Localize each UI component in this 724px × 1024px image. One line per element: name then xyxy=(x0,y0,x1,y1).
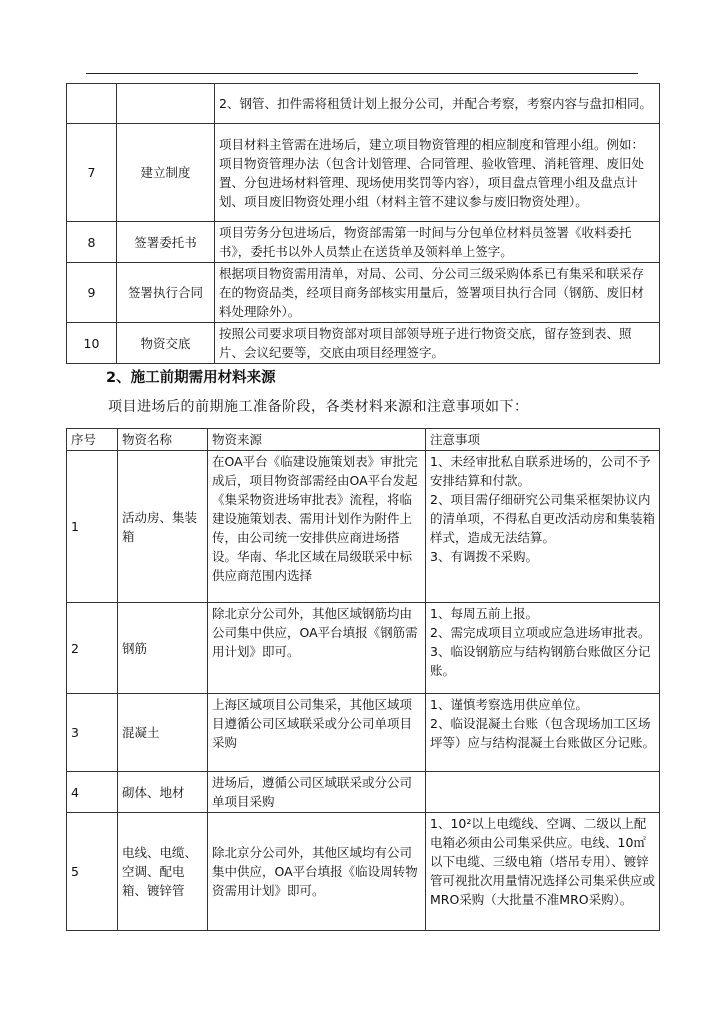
row-notes: 1、每周五前上报。 2、需完成项目立项或应急进场审批表。 3、临设钢筋应与结构钢筋台账做区分记账。 xyxy=(426,603,660,694)
materials-table xyxy=(66,428,660,931)
procedure-table xyxy=(66,83,660,364)
table-row xyxy=(67,813,660,931)
header-notes: 注意事项 xyxy=(426,429,660,451)
row-number: 9 xyxy=(67,263,117,323)
row-source: 除北京分公司外，其他区域钢筋均由公司集中供应，OA平台填报《钢筋需用计划》即可。 xyxy=(208,603,426,694)
row-item: 签署执行合同 xyxy=(117,263,215,323)
row-content: 项目劳务分包进场后，物资部需第一时间与分包单位材料员签署《收料委托书》，委托书以外人员禁止在送货单及领料单上签字。 xyxy=(215,222,660,263)
row-content: 按照公司要求项目物资部对项目部领导班子进行物资交底，留存签到表、照片、会议纪要等，交底由项目经理签字。 xyxy=(215,323,660,364)
table-row xyxy=(67,263,660,323)
row-number: 8 xyxy=(67,222,117,263)
header-name: 物资名称 xyxy=(118,429,208,451)
row-notes: 1、10²以上电缆线、空调、二级以上配电箱必须由公司集采供应。电线、10㎡以下电缆、三级电箱（塔吊专用）、镀锌管可视批次用量情况选择公司集采供应或MRO采购（大批量不准MRO采购）。 xyxy=(426,813,660,931)
row-number xyxy=(67,84,117,124)
table-row xyxy=(67,451,660,603)
row-source: 进场后，遵循公司区域联采或分公司单项目采购 xyxy=(208,772,426,813)
row-number: 3 xyxy=(67,694,118,772)
table-row xyxy=(67,222,660,263)
table-row xyxy=(67,694,660,772)
row-number: 4 xyxy=(67,772,118,813)
table-row xyxy=(67,603,660,694)
row-notes xyxy=(426,772,660,813)
row-name: 电线、电缆、空调、配电箱、镀锌管 xyxy=(118,813,208,931)
table-header-row xyxy=(67,429,660,451)
row-content: 2、钢管、扣件需将租赁计划上报分公司，并配合考察，考察内容与盘扣相同。 xyxy=(215,84,660,124)
row-item: 建立制度 xyxy=(117,124,215,222)
table-row xyxy=(67,323,660,364)
section-intro: 项目进场后的前期施工准备阶段，各类材料来源和注意事项如下： xyxy=(108,399,529,415)
row-content: 项目材料主管需在进场后，建立项目物资管理的相应制度和管理小组。例如：项目物资管理办法（包含计划管理、合同管理、验收管理、消耗管理、废旧处置、分包进场材料管理、现场使用奖罚等内容），项目盘点管理小组及盘点计划、项目废旧物资处理小组（材料主管不建议参与废旧物资处理）。 xyxy=(215,124,660,222)
table-row xyxy=(67,124,660,222)
row-name: 钢筋 xyxy=(118,603,208,694)
row-source: 在OA平台《临建设施策划表》审批完成后，项目物资部需经由OA平台发起《集采物资进场审批表》流程，将临建设施策划表、需用计划作为附件上传，由公司统一安排供应商进场搭设。华南、华北区域在局级联采中标供应商范围内选择 xyxy=(208,451,426,603)
row-name: 混凝土 xyxy=(118,694,208,772)
row-notes: 1、未经审批私自联系进场的，公司不予安排结算和付款。 2、项目需仔细研究公司集采框架协议内的清单项，不得私自更改活动房和集装箱样式，造成无法结算。 3、有调拨不采购。 xyxy=(426,451,660,603)
row-content: 根据项目物资需用清单，对局、公司、分公司三级采购体系已有集采和联采存在的物资品类，经项目商务部核实用量后，签署项目执行合同（钢筋、废旧材料处理除外）。 xyxy=(215,263,660,323)
row-source: 除北京分公司外，其他区域均有公司集中供应，OA平台填报《临设周转物资需用计划》即可。 xyxy=(208,813,426,931)
row-number: 1 xyxy=(67,451,118,603)
row-name: 活动房、集装箱 xyxy=(118,451,208,603)
table-row xyxy=(67,772,660,813)
table-row xyxy=(67,84,660,124)
row-name: 砌体、地材 xyxy=(118,772,208,813)
header-rule xyxy=(86,73,638,74)
row-notes: 1、谨慎考察选用供应单位。 2、临设混凝土台账（包含现场加工区场坪等）应与结构混凝土台账做区分记账。 xyxy=(426,694,660,772)
row-number: 2 xyxy=(67,603,118,694)
row-item xyxy=(117,84,215,124)
row-item: 签署委托书 xyxy=(117,222,215,263)
row-item: 物资交底 xyxy=(117,323,215,364)
row-source: 上海区域项目公司集采，其他区域项目遵循公司区域联采或分公司单项目采购 xyxy=(208,694,426,772)
header-source: 物资来源 xyxy=(208,429,426,451)
header-no: 序号 xyxy=(67,429,118,451)
section-heading: 2、施工前期需用材料来源 xyxy=(106,370,276,386)
row-number: 7 xyxy=(67,124,117,222)
row-number: 10 xyxy=(67,323,117,364)
row-number: 5 xyxy=(67,813,118,931)
